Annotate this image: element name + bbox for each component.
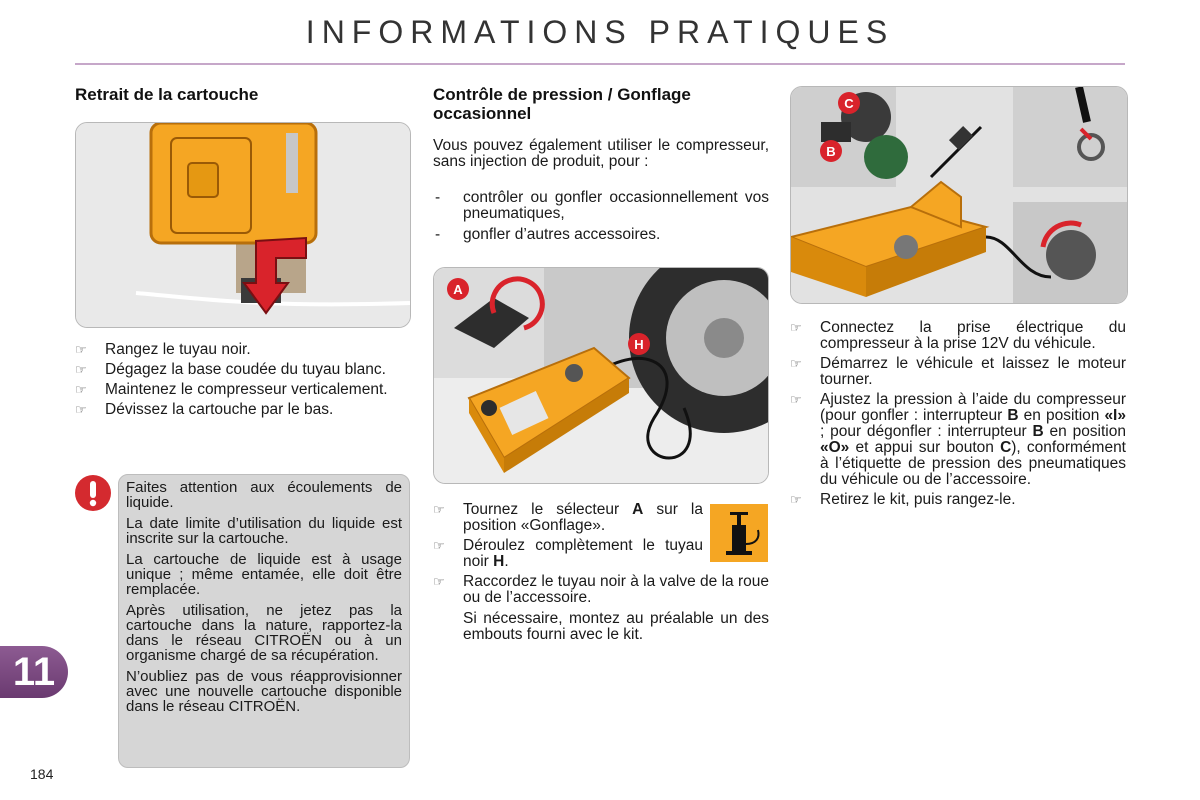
warning-paragraph: La date limite d’utilisation du liquide est inscrite sur la cartouche. [126,515,402,547]
callout-c: C [844,96,854,111]
pointing-hand-icon: ☞ [433,538,445,553]
list-item: - contrôler ou gonfler occasionnellement vos pneumatiques, [435,189,769,222]
inflation-steps [433,502,769,647]
list-item: ☞ Ajustez la pression à l’aide du compresseur (pour gonfler : interrupteur B en position «I» ; pour dégonfler : interrupteur B en position «O» et appui sur bouton C), conformément à l’étiquette de pression des pneumatiques du véhicule ou de l’accessoire. [790,391,1126,488]
pointing-hand-icon: ☞ [790,492,802,507]
list-item: ☞ Dévissez la cartouche par le bas. [75,401,334,418]
callout-a: A [453,282,463,297]
page-number: 184 [30,766,54,782]
list-item: ☞ Dégagez la base coudée du tuyau blanc. [75,361,386,378]
cartridge-removal-steps [75,342,409,422]
section-title-cartridge-removal: Retrait de la cartouche [75,85,259,104]
list-item: - gonfler d’autres accessoires. [435,226,661,243]
list-item: ☞ Tournez le sélecteur A sur la position «Gonflage». [433,501,703,534]
list-item: ☞ Déroulez complètement le tuyau noir H. [433,537,703,570]
pointing-hand-icon: ☞ [790,392,802,407]
warning-paragraph: La cartouche de liquide est à usage unique ; même entamée, elle doit être remplacée. [126,551,402,598]
pointing-hand-icon: ☞ [433,502,445,517]
list-item: ☞ Retirez le kit, puis rangez-le. [790,491,1016,508]
usage-list [433,190,769,248]
callout-h: H [634,337,644,352]
cartridge-removal-illustration [75,122,411,328]
pointing-hand-icon: ☞ [433,574,445,589]
inflation-illustration [433,267,769,484]
pointing-hand-icon: ☞ [790,356,802,371]
pointing-hand-icon: ☞ [75,342,87,357]
list-item: ☞ Raccordez le tuyau noir à la valve de la roue ou de l’accessoire. Si nécessaire, montez au préalable un des embouts fourni avec le kit. [433,573,769,643]
compressor-steps [790,320,1126,512]
warning-paragraph: Faites attention aux écoulements de liquide. [126,479,402,511]
warning-paragraph: Après utilisation, ne jetez pas la cartouche dans la nature, rapportez-la dans le réseau CITROËN ou à un organisme chargé de sa récupération. [126,602,402,664]
page-title: INFORMATIONS PRATIQUES [305,14,895,50]
intro-text: Vous pouvez également utiliser le compresseur, sans injection de produit, pour : [433,137,769,170]
compressor-connection-illustration [790,86,1128,304]
list-item: ☞ Connectez la prise électrique du compresseur à la prise 12V du véhicule. [790,319,1126,352]
exclamation-icon [74,474,112,517]
list-item: ☞ Démarrez le véhicule et laissez le moteur tourner. [790,355,1126,388]
callout-b: B [826,144,836,159]
warning-paragraph: N’oubliez pas de vous réapprovisionner avec une nouvelle cartouche disponible dans le réseau CITROËN. [126,668,402,715]
pointing-hand-icon: ☞ [75,362,87,377]
section-title-pressure-control: Contrôle de pression / Gonflage occasionnel [433,85,691,123]
list-item: ☞ Rangez le tuyau noir. [75,341,251,358]
pointing-hand-icon: ☞ [75,402,87,417]
pointing-hand-icon: ☞ [75,382,87,397]
list-item: ☞ Maintenez le compresseur verticalement. [75,381,388,398]
warning-text [126,480,402,720]
chapter-tab: 11 [0,646,68,698]
header-divider [75,63,1125,65]
pointing-hand-icon: ☞ [790,320,802,335]
